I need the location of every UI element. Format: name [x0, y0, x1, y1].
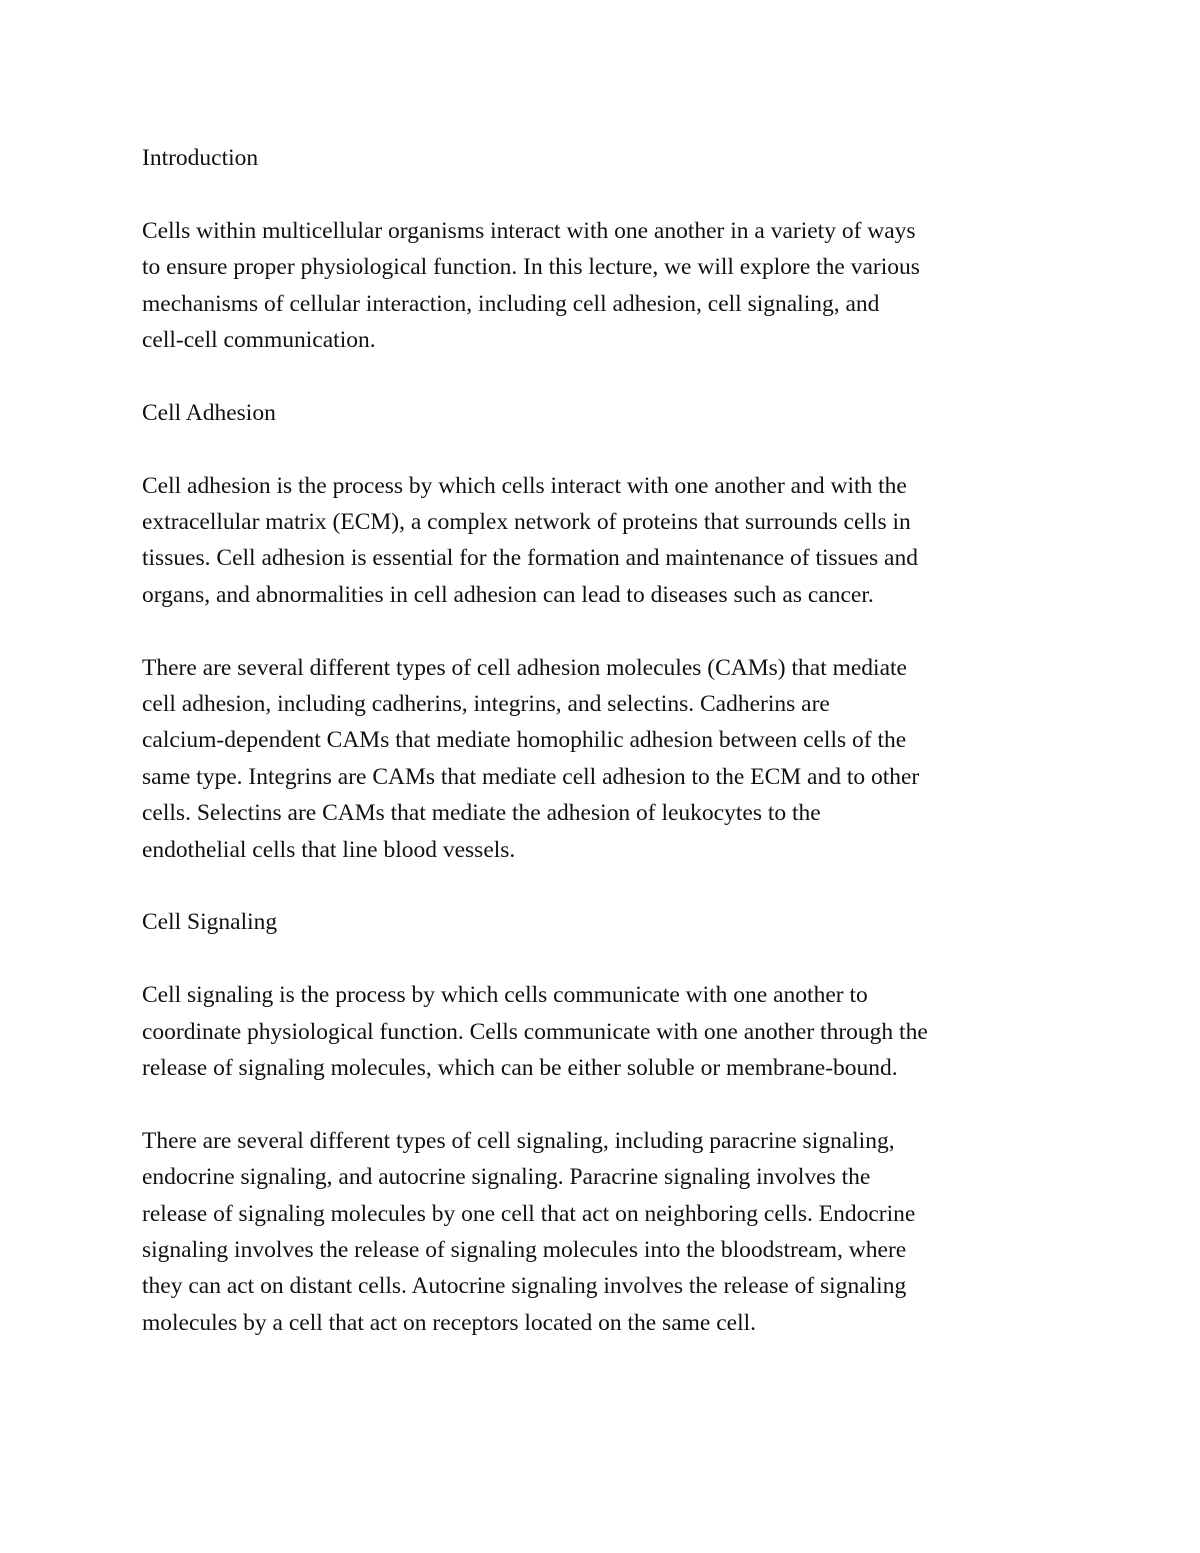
text-line: same type. Integrins are CAMs that mediate cell adhesion to the ECM and to other — [142, 763, 920, 790]
text-line: to ensure proper physiological function. In this lecture, we will explore the various — [142, 254, 920, 281]
heading-text: Cell Signaling — [142, 909, 278, 936]
text-line: Cell adhesion is the process by which cells interact with one another and with the — [142, 472, 907, 499]
text-line: molecules by a cell that act on receptors located on the same cell. — [142, 1309, 757, 1336]
section-heading-cell-adhesion — [142, 395, 1072, 431]
text-line: Cells within multicellular organisms interact with one another in a variety of ways — [142, 217, 916, 244]
text-line: There are several different types of cell signaling, including paracrine signaling, — [142, 1127, 895, 1154]
document-body — [142, 140, 1072, 1378]
text-line: tissues. Cell adhesion is essential for the formation and maintenance of tissues and — [142, 545, 918, 572]
text-line: calcium-dependent CAMs that mediate homophilic adhesion between cells of the — [142, 727, 907, 754]
paragraph-cell-adhesion-1 — [142, 468, 1072, 614]
text-line: Cell signaling is the process by which cells communicate with one another to — [142, 982, 868, 1009]
paragraph-introduction — [142, 213, 1072, 359]
text-line: cell adhesion, including cadherins, integrins, and selectins. Cadherins are — [142, 691, 830, 718]
text-line: mechanisms of cellular interaction, including cell adhesion, cell signaling, and — [142, 290, 880, 317]
section-heading-cell-signaling — [142, 904, 1072, 940]
heading-text: Introduction — [142, 145, 259, 171]
section-heading-introduction — [142, 140, 1072, 176]
text-line: coordinate physiological function. Cells communicate with one another through the — [142, 1018, 928, 1045]
text-line: cells. Selectins are CAMs that mediate the adhesion of leukocytes to the — [142, 800, 821, 827]
text-line: cell-cell communication. — [142, 327, 376, 354]
paragraph-cell-signaling-1 — [142, 977, 1072, 1086]
text-line: endocrine signaling, and autocrine signaling. Paracrine signaling involves the — [142, 1164, 871, 1191]
text-line: they can act on distant cells. Autocrine signaling involves the release of signaling — [142, 1273, 907, 1300]
text-line: organs, and abnormalities in cell adhesion can lead to diseases such as cancer. — [142, 581, 874, 608]
text-line: signaling involves the release of signaling molecules into the bloodstream, where — [142, 1237, 907, 1264]
text-line: endothelial cells that line blood vessels. — [142, 836, 516, 863]
paragraph-cell-adhesion-2 — [142, 650, 1072, 868]
text-line: release of signaling molecules, which can be either soluble or membrane-bound. — [142, 1055, 898, 1082]
text-line: There are several different types of cell adhesion molecules (CAMs) that mediate — [142, 654, 907, 681]
paragraph-cell-signaling-2 — [142, 1123, 1072, 1341]
heading-text: Cell Adhesion — [142, 399, 276, 426]
text-line: extracellular matrix (ECM), a complex network of proteins that surrounds cells in — [142, 509, 911, 536]
text-line: release of signaling molecules by one cell that act on neighboring cells. Endocrine — [142, 1200, 916, 1227]
